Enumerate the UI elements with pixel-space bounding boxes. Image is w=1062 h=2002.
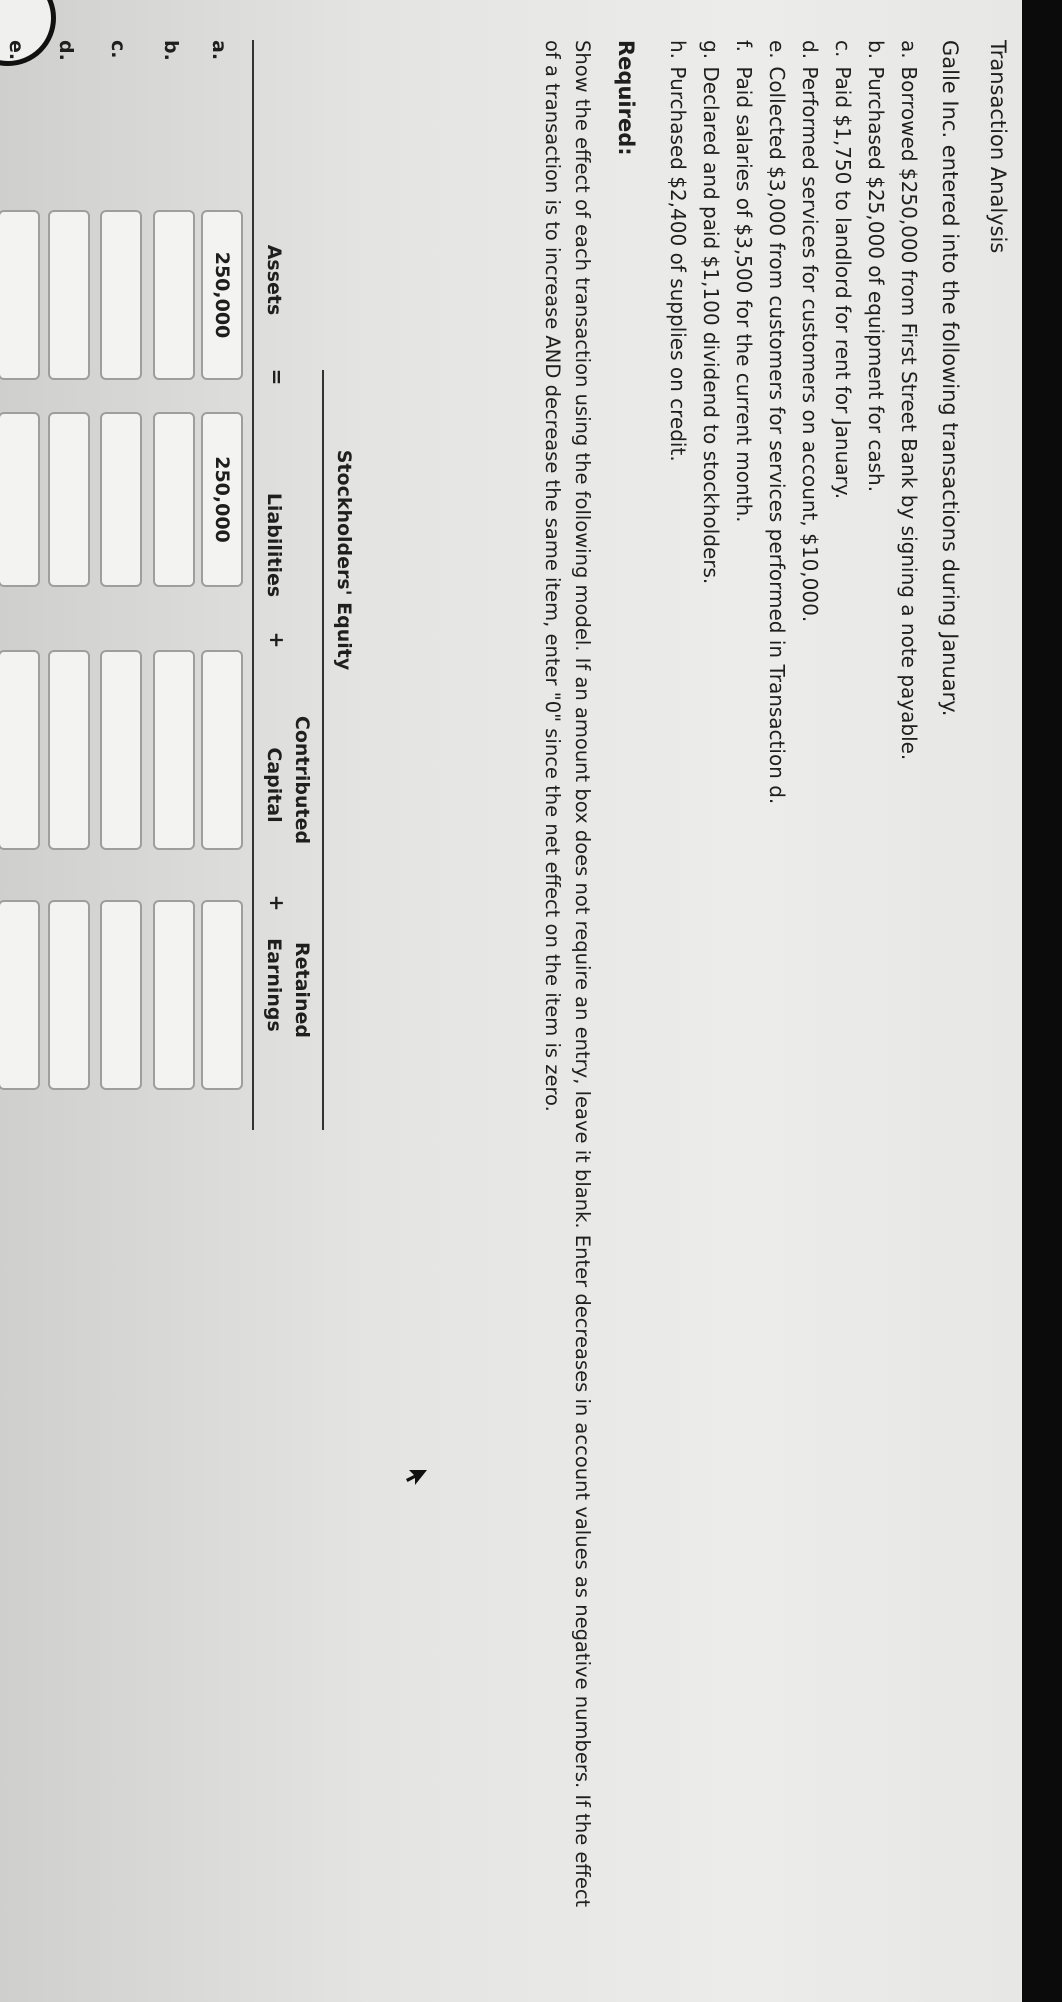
liabilities-input[interactable] [153,412,195,587]
list-item [859,40,892,804]
retained-earnings-input[interactable] [48,900,90,1090]
liabilities-input[interactable] [201,412,243,587]
assets-input[interactable] [100,210,142,380]
screen-bezel [1022,0,1062,2002]
retained-earnings-input[interactable] [100,900,142,1090]
assets-input[interactable] [201,210,243,380]
page-title: Transaction Analysis [986,40,1010,254]
row-label: d. [55,40,77,61]
list-item [892,40,925,804]
plus-sign: + [265,894,289,912]
retained-header-line1: Retained [291,942,313,1038]
transaction-text: Performed services for customers on account, $10,000. [798,66,822,623]
question-panel [5,0,1017,1990]
instructions-text: Show the effect of each transaction using the following model. If an amount box does not require an entry, leave it blank. Enter decreases in account values as negative numbers. If the effect of a transaction is to increase AND decrease the same item, enter "0" since the net effect on the item is zero. [541,40,594,1908]
liabilities-input[interactable] [0,412,40,587]
row-label: e. [5,40,27,61]
contributed-capital-input[interactable] [100,650,142,850]
transaction-letter: h. [666,40,690,60]
liabilities-header: Liabilities [263,492,285,598]
retained-earnings-input[interactable] [153,900,195,1090]
equity-header: Stockholders' Equity [333,449,355,671]
liabilities-input[interactable] [48,412,90,587]
transaction-text: Borrowed $250,000 from First Street Bank by signing a note payable. [897,66,921,761]
transaction-text: Declared and paid $1,100 dividend to stockholders. [699,66,723,585]
row-label: b. [160,40,182,61]
table-header-rule [252,40,254,1130]
retained-earnings-input[interactable] [201,900,243,1090]
contributed-capital-input[interactable] [48,650,90,850]
row-label: c. [107,40,129,59]
transaction-text: Paid salaries of $3,500 for the current month. [732,66,756,523]
contributed-capital-input[interactable] [0,650,40,850]
list-item [727,40,760,804]
contributed-capital-input[interactable] [153,650,195,850]
list-item [826,40,859,804]
transaction-letter: g. [699,40,723,60]
transaction-letter: f. [732,40,756,52]
transaction-text: Purchased $25,000 of equipment for cash. [864,66,888,493]
transaction-letter: a. [897,40,921,59]
plus-sign: + [265,631,289,649]
retained-header-line2: Earnings [263,938,285,1032]
transaction-text: Collected $3,000 from customers for services performed in Transaction d. [765,66,789,805]
contributed-header-line2: Capital [263,747,285,823]
transaction-letter: c. [831,40,855,58]
list-item [760,40,793,804]
row-label: a. [208,40,230,61]
transaction-list [661,40,925,804]
list-item [793,40,826,804]
transaction-letter: e. [765,40,789,59]
list-item [661,40,694,804]
transaction-text: Purchased $2,400 of supplies on credit. [666,66,690,462]
list-item [694,40,727,804]
assets-header: Assets [263,244,285,316]
assets-input[interactable] [0,210,40,380]
equity-underline [322,370,324,1130]
contributed-header-line1: Contributed [291,715,313,845]
assets-input[interactable] [48,210,90,380]
liabilities-input[interactable] [100,412,142,587]
intro-text: Galle Inc. entered into the following transactions during January. [938,40,962,717]
transaction-text: Paid $1,750 to landlord for rent for January. [831,66,855,500]
contributed-capital-input[interactable] [201,650,243,850]
assets-input[interactable] [153,210,195,380]
retained-earnings-input[interactable] [0,900,40,1090]
mouse-pointer-icon [401,1468,429,1492]
transaction-letter: b. [864,40,888,60]
equals-sign: = [265,368,289,386]
transaction-letter: d. [798,40,822,60]
required-label: Required: [614,40,638,156]
